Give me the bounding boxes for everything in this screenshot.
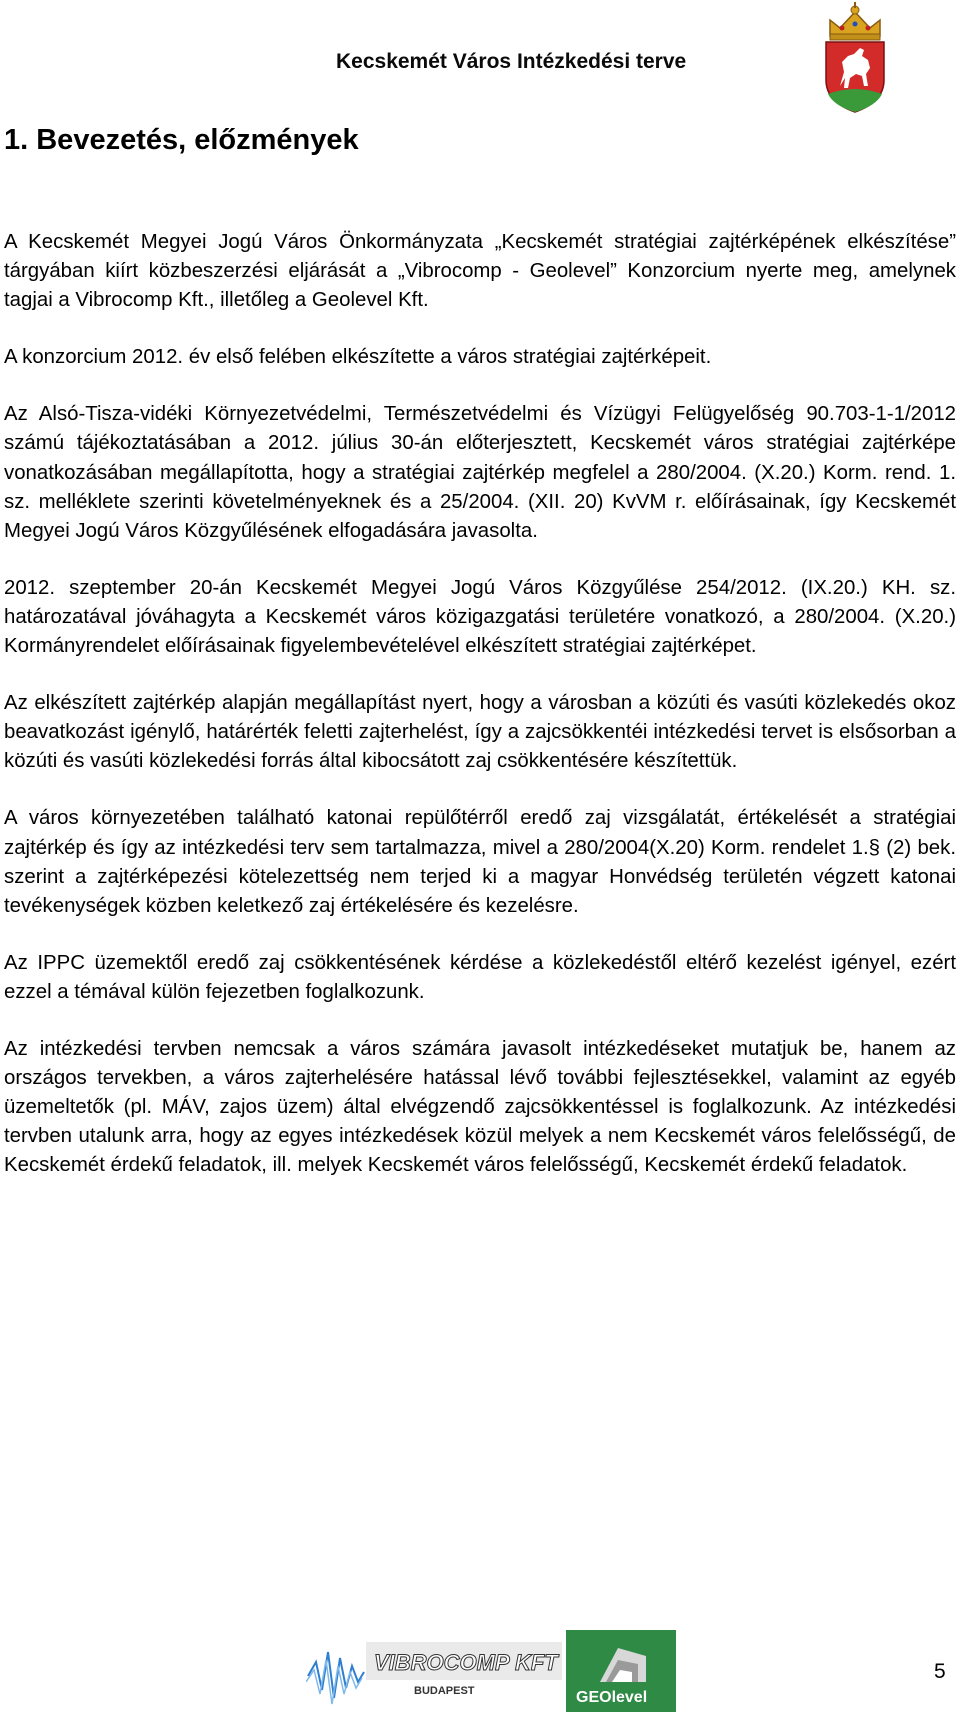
page-number: 5 [934,1660,946,1683]
vibrocomp-logo-name: VIBROCOMP KFT [374,1650,558,1675]
crown-icon [830,2,880,40]
paragraph-5: Az elkészített zajtérkép alapján megállapítást nyert, hogy a városban a közúti és vasúti közlekedés okoz beavatkozást igénylő, határérték feletti zajterhelést, így a zajcsökkentéi intézkedési tervet is elsősorban a közúti és vasúti közlekedési forrás által kibocsátott zaj csökkentésére készítettük. [4,692,956,773]
paragraph-1: A Kecskemét Megyei Jogú Város Önkormányzata „Kecskemét stratégiai zajtérképének elkészítése” tárgyában kiírt közbeszerzési eljárását a „Vibrocomp - Geolevel” Konzorcium nyerte meg, amelynek tagjai a Vibrocomp Kft., illetőleg a Geolevel Kft. [4,231,956,312]
paragraph-2: A konzorcium 2012. év első felében elkészítette a város stratégiai zajtérképeit. [4,346,712,369]
vibrocomp-logo-city: BUDAPEST [414,1685,475,1697]
sound-wave-icon [306,1652,364,1704]
paragraph-3: Az Alsó-Tisza-vidéki Környezetvédelmi, Természetvédelmi és Vízügyi Felügyelőség 90.703-1-1/2012 számú tájékoztatásában a 2012. július 30-án előterjesztett, Kecskemét város stratégiai zajtérképe vonatkozásában megállapította, hogy a stratégiai zajtérkép megfelel a 280/2004. (X.20.) Korm. rend. 1. sz. melléklete szerinti követelményeknek és a 25/2004. (XII. 20) KvVM r. előírásainak, így Kecskemét Megyei Jogú Város Közgyűlésének elfogadására javasolta. [4,403,956,542]
document-header-title: Kecskemét Város Intézkedési terve [336,50,687,73]
paragraph-4: 2012. szeptember 20-án Kecskemét Megyei Jogú Város Közgyűlése 254/2012. (IX.20.) KH. sz. határozatával jóváhagyta a Kecskemét város közigazgatási területére vonatkozó, a 280/2004. (X.20.) Kormányrendelet előírásainak figyelembevételével elkészített stratégiai zajtérképet. [4,576,956,658]
paragraph-7: Az IPPC üzemektől eredő zaj csökkentésének kérdése a közlekedéstől eltérő kezelést igényel, ezért ezzel a témával külön fejezetben foglalkozunk. [4,951,956,1003]
chapter-heading: 1. Bevezetés, előzmények [4,124,359,156]
geolevel-logo [566,1630,676,1712]
body-text [4,228,956,1180]
page-footer [0,1620,960,1710]
geolevel-logo-name: GEOlevel [576,1689,648,1706]
coat-of-arms-icon [820,2,890,114]
paragraph-8: Az intézkedési tervben nemcsak a város számára javasolt intézkedéseket mutatjuk be, hanem az országos tervekben, a város zajterhelésére hatással lévő további fejlesztésekkel, valamint az egyéb üzemeltetők (pl. MÁV, zajos üzem) által elvégzendő zajcsökkentéssel is foglalkozunk. Az intézkedési tervben utalunk arra, hogy az egyes intézkedések közül melyek a nem Kecskemét város felelősségű, de Kecskemét érdekű feladatok, ill. melyek Kecskemét város felelősségű, Kecskemét érdekű feladatok. [4,1037,956,1177]
paragraph-6: A város környezetében található katonai repülőtérről eredő zaj vizsgálatát, értékelését a stratégiai zajtérkép és így az intézkedési terv sem tartalmazza, mivel a 280/2004(X.20) Korm. rendelet 1.§ (2) bek. szerint a zajtérképezési kötelezettség nem terjed ki a magyar Honvédség területén végzett katonai tevékenységek közben keletkező zaj értékelésére és kezelésre. [4,807,956,917]
vibrocomp-logo [306,1632,566,1710]
